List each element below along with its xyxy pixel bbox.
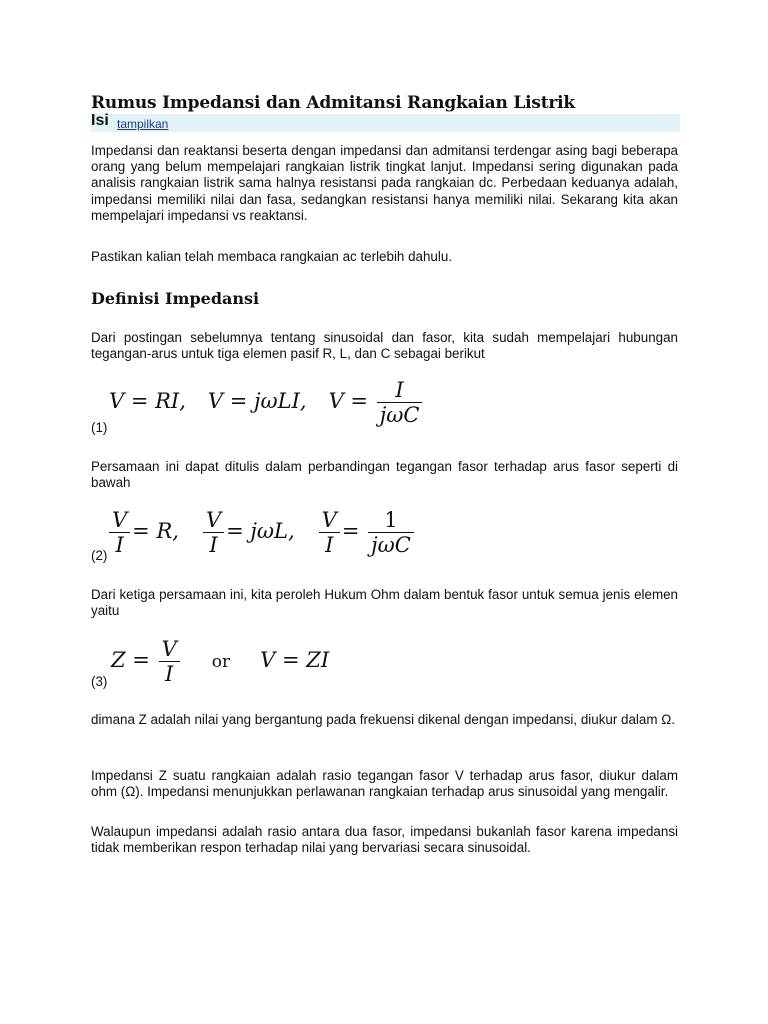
- intro-paragraph: Impedansi dan reaktansi beserta dengan impedansi dan admitansi terdengar asing bagi beberapa orang yang belum mempelajari rangkaian listrik tingkat lanjut. Impedansi sering digunakan pada analisis rangkaian listrik sama halnya resistansi pada rangkaian dc. Perbedaan keduanya adalah, impedansi memiliki nilai dan fasa, sedangkan resistansi hanya memiliki nilai. Sekarang kita akan mempelajari impedansi vs reaktansi.: [91, 143, 678, 223]
- eq1-resistor: V = RI,: [109, 389, 186, 413]
- eq2-denominator: I: [203, 532, 224, 557]
- section-paragraph: Walaupun impedansi adalah rasio antara dua fasor, impedansi bukanlah fasor karena impedansi tidak memberikan respon terhadap nilai yang bervariasi secara sinusoidal.: [91, 824, 678, 856]
- eq2-numerator: V: [112, 508, 128, 532]
- eq2-r-rhs: = R,: [132, 519, 179, 543]
- toc-toggle-link[interactable]: tampilkan: [117, 117, 169, 131]
- eq3-rhs: V = ZI: [260, 648, 330, 672]
- eq3-fraction: [159, 637, 180, 686]
- section-paragraph: Dari postingan sebelumnya tentang sinusoidal dan fasor, kita sudah mempelajari hubungan tegangan-arus untuk tiga elemen pasif R, L, dan C sebagai berikut: [91, 330, 678, 362]
- page-title: Rumus Impedansi dan Admitansi Rangkaian Listrik: [91, 93, 576, 113]
- section-heading: Definisi Impedansi: [91, 289, 260, 308]
- eq2-denominator: I: [109, 532, 130, 557]
- section-paragraph: Persamaan ini dapat ditulis dalam perbandingan tegangan fasor terhadap arus fasor seperti di bawah: [91, 459, 678, 491]
- eq1-denominator: jωC: [377, 402, 423, 427]
- eq1-inductor: V = jωLI,: [207, 389, 307, 413]
- intro-note-paragraph: Pastikan kalian telah membaca rangkaian ac terlebih dahulu.: [91, 249, 453, 264]
- table-of-contents-bar: [91, 114, 680, 132]
- equation-number: (2): [91, 548, 108, 563]
- section-paragraph: Dari ketiga persamaan ini, kita peroleh Hukum Ohm dalam bentuk fasor untuk semua jenis elemen yaitu: [91, 587, 678, 619]
- eq1-capacitor-lhs: V =: [328, 389, 369, 413]
- eq2-fraction-c: [319, 508, 340, 557]
- eq2-one: 1: [384, 508, 398, 532]
- section-paragraph: dimana Z adalah nilai yang bergantung pada frekuensi dikenal dengan impedansi, diukur dalam Ω.: [91, 712, 675, 727]
- eq2-l-rhs: = jωL,: [226, 519, 295, 543]
- eq3-denominator: I: [159, 661, 180, 686]
- eq2-numerator: V: [321, 508, 337, 532]
- equation-number: (1): [91, 420, 108, 435]
- eq1-numerator: I: [395, 378, 404, 402]
- equation-2: [107, 508, 416, 557]
- eq2-c-denominator: jωC: [368, 532, 414, 557]
- eq2-fraction-r: [109, 508, 130, 557]
- eq3-or: or: [211, 652, 231, 672]
- eq2-c-equals: =: [341, 519, 360, 543]
- eq1-fraction: [377, 378, 423, 427]
- eq3-lhs: Z =: [111, 648, 150, 672]
- eq2-fraction-l: [203, 508, 224, 557]
- equation-number: (3): [91, 674, 108, 689]
- eq3-numerator: V: [161, 637, 177, 661]
- equation-3: [111, 637, 329, 686]
- toc-heading: Isi: [91, 112, 109, 129]
- eq2-denominator: I: [319, 532, 340, 557]
- eq2-numerator: V: [205, 508, 222, 532]
- eq2-fraction-c-rhs: [368, 508, 414, 557]
- equation-1: [109, 378, 424, 427]
- section-paragraph: Impedansi Z suatu rangkaian adalah rasio tegangan fasor V terhadap arus fasor, diukur dalam ohm (Ω). Impedansi menunjukkan perlawanan rangkaian terhadap arus sinusoidal yang mengalir.: [91, 768, 678, 800]
